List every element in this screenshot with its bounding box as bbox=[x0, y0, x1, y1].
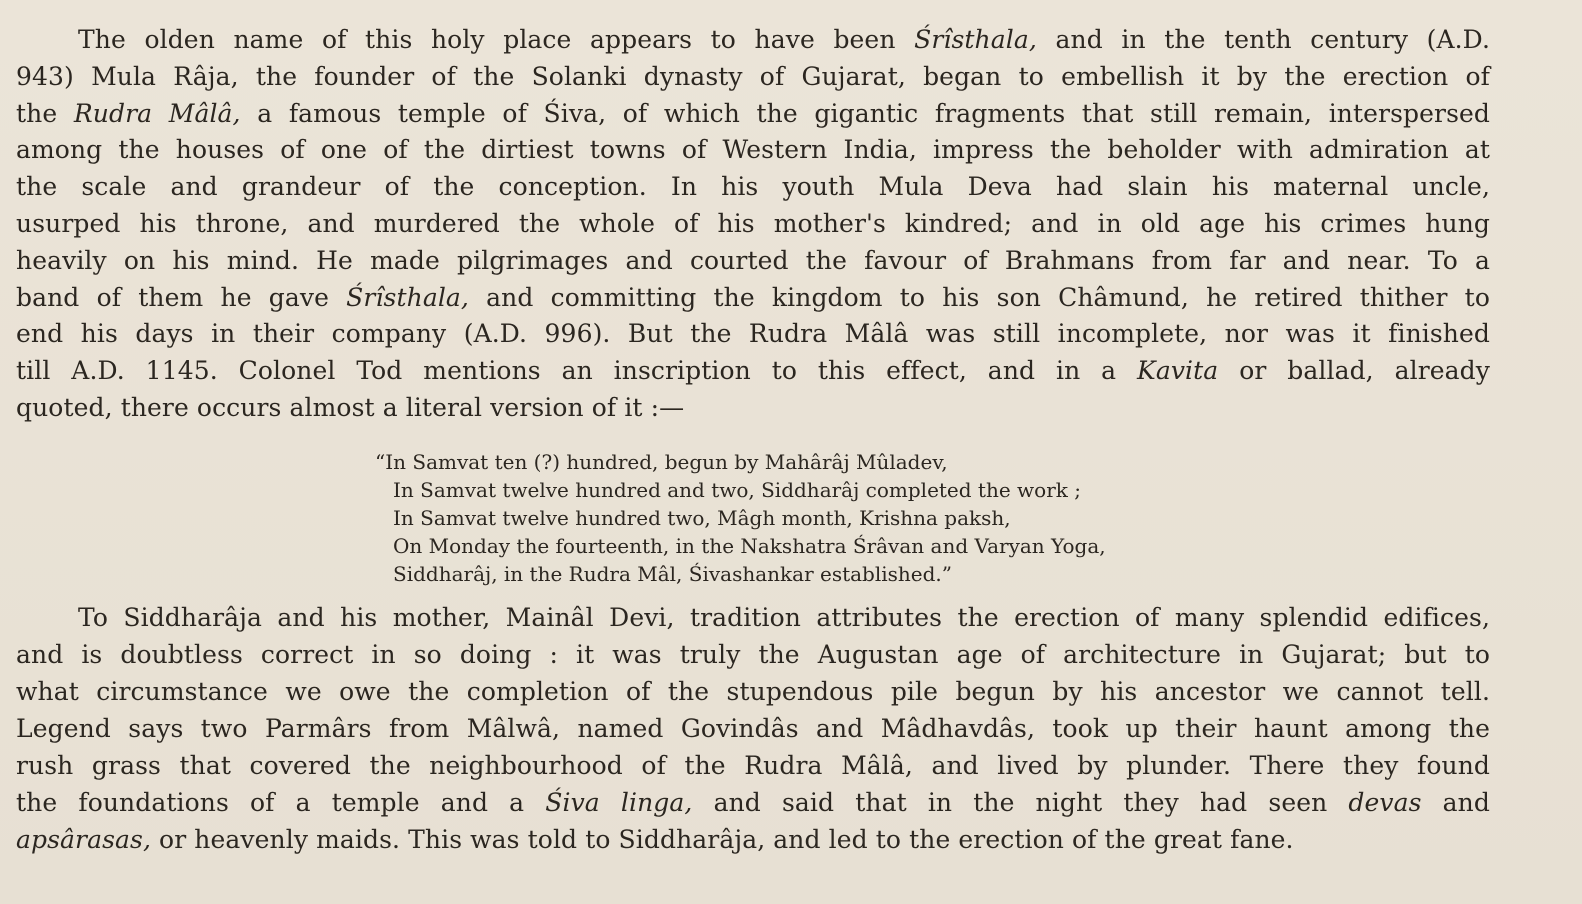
italic-term: Śiva linga, bbox=[545, 788, 693, 817]
text-line bbox=[16, 711, 1490, 747]
text-run: till A.D. 1145. Colonel Tod mentions an inscription to this effect, and in a bbox=[16, 356, 1138, 386]
text-run: Legend says two Parmârs from Mâlwâ, named Govindâs and Mâdhavdâs, took up their haunt among the bbox=[16, 714, 1490, 743]
text-line bbox=[78, 22, 1490, 58]
text-run: usurped his throne, and murdered the whole of his mother's kindred; and in old age his crimes hung bbox=[16, 209, 1490, 238]
italic-term: Rudra Mâlâ, bbox=[73, 98, 241, 128]
italic-term: Kavita bbox=[1137, 356, 1219, 386]
text-line bbox=[16, 59, 1490, 95]
italic-term: Śrîsthala, bbox=[346, 282, 469, 312]
ballad-quote bbox=[375, 448, 1175, 588]
italic-term: apsârasas, bbox=[16, 825, 152, 854]
text-line bbox=[16, 206, 1490, 242]
text-line bbox=[16, 96, 1490, 132]
text-run: a famous temple of Śiva, of which the gigantic fragments that still remain, interspersed bbox=[240, 98, 1491, 128]
quote-line: Siddharâj, in the Rudra Mâl, Śivashankar established.” bbox=[393, 562, 953, 586]
text-line bbox=[16, 390, 1490, 426]
text-line bbox=[16, 132, 1490, 168]
text-run: and committing the kingdom to his son Châmund, he retired thither to bbox=[468, 282, 1490, 312]
quote-line: In Samvat twelve hundred and two, Siddharâj completed the work ; bbox=[393, 478, 1081, 502]
text-line bbox=[16, 243, 1490, 279]
text-run: and bbox=[1421, 788, 1490, 817]
text-run: or ballad, already bbox=[1218, 356, 1490, 386]
text-run: band of them he gave bbox=[16, 282, 347, 312]
text-line bbox=[16, 748, 1490, 784]
text-run: quoted, there occurs almost a literal version of it :— bbox=[16, 393, 685, 422]
text-line bbox=[16, 674, 1490, 710]
text-run: the bbox=[16, 98, 74, 128]
text-line bbox=[16, 785, 1490, 821]
text-run: the foundations of a temple and a bbox=[16, 788, 546, 817]
text-run: among the houses of one of the dirtiest towns of Western India, impress the beholder with admiration at bbox=[16, 135, 1490, 165]
text-line bbox=[16, 316, 1490, 352]
text-line bbox=[16, 822, 1490, 858]
text-run: and in the tenth century (A.D. bbox=[1036, 25, 1490, 54]
text-line bbox=[16, 637, 1490, 673]
text-run: To Siddharâja and his mother, Mainâl Devi, tradition attributes the erection of many splendid edifices, bbox=[78, 603, 1490, 632]
text-run: or heavenly maids. This was told to Siddharâja, and led to the erection of the great fane. bbox=[151, 825, 1294, 854]
text-run: and said that in the night they had seen bbox=[692, 788, 1349, 817]
text-line bbox=[78, 600, 1490, 636]
text-run: The olden name of this holy place appears to have been bbox=[78, 25, 915, 54]
quote-line: On Monday the fourteenth, in the Nakshatra Śrâvan and Varyan Yoga, bbox=[393, 534, 1106, 558]
text-run: end his days in their company (A.D. 996). But the Rudra Mâlâ was still incomplete, nor was it finished bbox=[16, 319, 1490, 349]
text-run: and is doubtless correct in so doing : it was truly the Augustan age of architecture in Gujarat; but to bbox=[16, 640, 1490, 669]
quote-line: In Samvat twelve hundred two, Mâgh month, Krishna paksh, bbox=[393, 506, 1011, 530]
text-run: the scale and grandeur of the conception. In his youth Mula Deva had slain his maternal uncle, bbox=[16, 172, 1490, 202]
text-line bbox=[16, 280, 1490, 316]
text-run: heavily on his mind. He made pilgrimages and courted the favour of Brahmans from far and near. To a bbox=[16, 245, 1490, 275]
text-line bbox=[16, 353, 1490, 389]
text-run: what circumstance we owe the completion of the stupendous pile begun by his ancestor we cannot tell. bbox=[16, 677, 1490, 706]
quote-line: “In Samvat ten (?) hundred, begun by Mahârâj Mûladev, bbox=[375, 450, 948, 474]
italic-term: Śrîsthala, bbox=[914, 25, 1037, 54]
text-line bbox=[16, 169, 1490, 205]
italic-term: devas bbox=[1348, 788, 1422, 817]
text-run: 943) Mula Râja, the founder of the Solanki dynasty of Gujarat, began to embellish it by the erection of bbox=[16, 61, 1490, 91]
text-run: rush grass that covered the neighbourhood of the Rudra Mâlâ, and lived by plunder. There they found bbox=[16, 751, 1490, 780]
